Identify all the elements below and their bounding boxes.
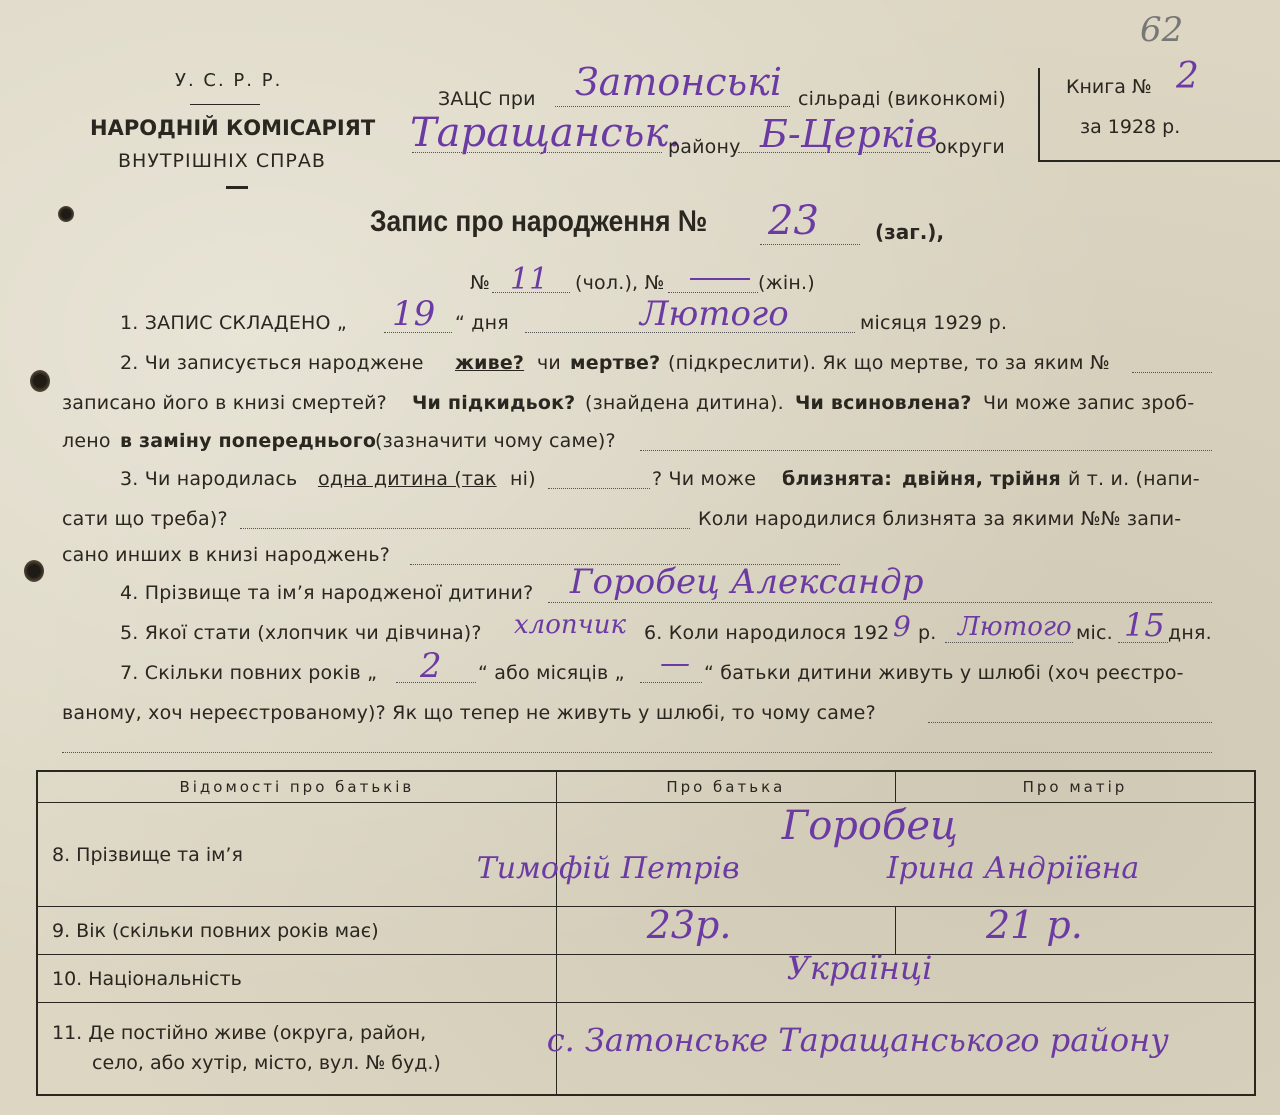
item2-line1-a: 2. Чи записується народжене (120, 352, 424, 374)
male-label: (чол.), № (575, 272, 665, 294)
item7-b: “ або місяців „ (478, 662, 625, 684)
record-title: Запис про народження № (370, 205, 708, 238)
item3-twins: близнята: (782, 468, 893, 490)
item4-line (548, 602, 1212, 603)
book-label: Книга № (1066, 76, 1152, 98)
item7-fill1 (928, 722, 1212, 723)
village-suffix: сільраді (виконкомі) (798, 88, 1006, 110)
record-number: 23 (768, 198, 819, 244)
record-number-line (760, 244, 860, 245)
divider (190, 104, 260, 105)
item5-value: хлопчик (514, 610, 627, 640)
village-council-value: Затонські (575, 60, 783, 104)
row-label-cell (37, 955, 556, 1003)
record-title-suffix: (заг.), (875, 220, 945, 244)
row-label-continued: село, або хутір, місто, вул. № буд.) (92, 1052, 441, 1075)
item2-line3-fill (640, 450, 1212, 451)
column-header: Про батька (556, 771, 895, 803)
item3-d: двійня, трійня (902, 468, 1061, 490)
item4-value: Горобец Александр (570, 562, 924, 602)
item3-fill2 (240, 528, 690, 529)
okrug-value: Б-Церків (760, 112, 938, 156)
mother-age-cell (895, 903, 1255, 955)
mother-name: Ірина Андріївна (886, 851, 1140, 886)
number-sign: № (470, 272, 490, 294)
table-header-row (37, 771, 1255, 803)
row-label-cell (37, 1003, 556, 1095)
district-value: Таращанськ. (410, 110, 681, 156)
item3-a: 3. Чи народилась (120, 468, 298, 490)
row-label: 10. Національність (52, 967, 242, 990)
item3-fill1 (548, 488, 650, 489)
column-header: Відомості про батьків (37, 771, 556, 803)
zags-prefix: ЗАЦС при (438, 88, 536, 110)
row-label-cell (37, 907, 556, 955)
item3-no: ні) (510, 468, 536, 490)
column-header: Про матір (895, 771, 1255, 803)
book-year: за 1928 р. (1080, 116, 1181, 138)
item5-label: 5. Якої стати (хлопчик чи дівчина)? (120, 622, 482, 644)
table-row (37, 955, 1255, 1003)
item3-e: й т. и. (напи- (1068, 468, 1200, 490)
residence-value: с. Затонське Таращанського району (546, 1021, 1169, 1059)
item6-year: 9 (893, 610, 911, 643)
item6-day: 15 (1124, 606, 1165, 644)
row-label: 9. Вік (скільки повних років має) (52, 919, 379, 942)
name-value-cell (476, 803, 1255, 907)
item2-line1-fill (1132, 372, 1212, 373)
item1-label: 1. ЗАПИС СКЛАДЕНО „ (120, 312, 347, 334)
item6-month: Лютого (958, 612, 1072, 642)
punch-hole (24, 560, 44, 582)
item1-day-label: “ дня (455, 312, 509, 334)
item6-month-line (945, 642, 1073, 643)
father-age-cell (556, 903, 895, 955)
village-council-line (555, 106, 790, 107)
residence-cell (546, 1003, 1255, 1095)
item4-label: 4. Прізвище та ім’я народженої дитини? (120, 582, 534, 604)
item7-a: 7. Скільки повних років „ (120, 662, 378, 684)
female-dash (690, 278, 750, 280)
item3-one-child: одна дитина (так (318, 468, 497, 490)
mother-age: 21 р. (985, 903, 1083, 947)
punch-hole (30, 370, 50, 392)
item3-c: ? Чи може (652, 468, 757, 490)
item2-or: чи (537, 352, 561, 374)
item7-d: ваному, хоч нереєстрованому)? Як що тепер не живуть у шлюбі, то чому саме? (62, 702, 876, 724)
row-label: 8. Прізвище та ім’я (52, 843, 243, 866)
item2-found: Чи підкидьок? (412, 392, 576, 414)
row-label: 11. Де постійно живе (округа, район, (52, 1022, 427, 1045)
nationality-cell (556, 949, 1255, 1003)
commissariat-title: НАРОДНІЙ КОМІСАРІЯТ (90, 116, 376, 140)
item2-alive: живе? (455, 352, 525, 374)
male-number: 11 (510, 262, 549, 297)
ussr-label: У. С. Р. Р. (175, 70, 283, 91)
page-number: 62 (1140, 10, 1184, 50)
item6-dnya: дня. (1168, 622, 1212, 644)
item2-adopted: Чи всиновлена? (795, 392, 972, 414)
father-name: Тимофій Петрів (476, 851, 740, 886)
parents-table (36, 770, 1256, 1096)
item2-line3-h: (зазначити чому саме)? (375, 430, 616, 452)
item2-line1-c: (підкреслити). Як що мертве, то за яким № (668, 352, 1110, 374)
item2-line2-f: Чи може запис зроб- (983, 392, 1195, 414)
item2-found-note: (знайдена дитина). (585, 392, 784, 414)
item7-months: — (660, 646, 690, 681)
item3-f: сати що треба)? (62, 508, 228, 530)
nationality-value: Українці (786, 949, 933, 987)
female-number-line (668, 292, 758, 293)
item3-g: Коли народилися близнята за якими №№ запи- (698, 508, 1182, 530)
parents-surname: Горобец (781, 803, 958, 849)
item1-month: Лютого (640, 294, 789, 334)
item3-h: сано инших в книзі народжень? (62, 544, 391, 566)
item7-c: “ батьки дитини живуть у шлюбі (хоч реєстро- (704, 662, 1184, 684)
table-row (37, 907, 1255, 955)
item2-dead: мертве? (570, 352, 661, 374)
item7-years: 2 (420, 646, 442, 686)
punch-hole (58, 206, 74, 222)
item1-day: 19 (392, 294, 436, 334)
item7-fill2 (62, 752, 1212, 753)
district-label: району (668, 136, 741, 158)
female-label: (жін.) (758, 272, 815, 294)
item2-replace: в заміну попереднього (120, 430, 377, 452)
father-age: 23р. (646, 903, 732, 947)
divider (226, 186, 248, 189)
item7-months-line (640, 682, 702, 683)
internal-affairs-title: ВНУТРІШНІХ СПРАВ (118, 150, 326, 172)
item6-mis: міс. (1076, 622, 1113, 644)
item6-label: 6. Коли народилося 192 (644, 622, 890, 644)
item1-month-label: місяця 1929 р. (860, 312, 1008, 334)
okrug-label: округи (935, 136, 1005, 158)
item2-line2-a: записано його в книзі смертей? (62, 392, 387, 414)
table-row (37, 803, 1255, 907)
item2-line3-a: лено (62, 430, 111, 452)
table-row (37, 1003, 1255, 1095)
item6-r: р. (918, 622, 937, 644)
book-number: 2 (1176, 56, 1199, 97)
